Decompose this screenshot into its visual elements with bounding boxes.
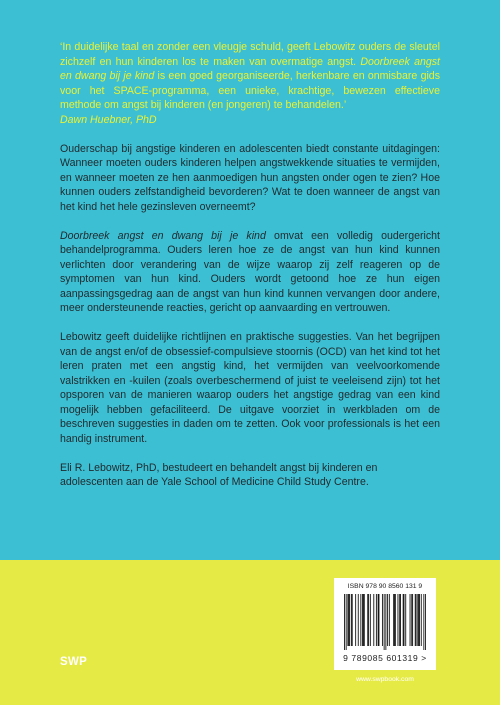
barcode-bar <box>373 594 374 646</box>
barcode-bar <box>411 594 412 646</box>
paragraph-program <box>60 229 440 316</box>
barcode-bar <box>400 594 401 646</box>
barcode-bar <box>412 594 413 646</box>
barcode-bar <box>349 594 350 646</box>
barcode-bar <box>363 594 364 646</box>
barcode-bar <box>410 594 411 646</box>
publisher-website: www.swpbook.com <box>356 676 414 683</box>
barcode-bar <box>348 594 349 646</box>
quote-attribution: Dawn Huebner, PhD <box>60 113 157 126</box>
back-cover-text <box>60 40 440 504</box>
program-book-title: Doorbreek angst en dwang bij je kind <box>60 229 266 242</box>
endorsement-quote <box>60 40 440 127</box>
quote-book-title: Doorbreek angst en dwang bij je kind <box>60 55 440 82</box>
isbn-label: ISBN 978 90 8560 131 9 <box>347 583 423 590</box>
barcode <box>344 594 426 650</box>
barcode-bar <box>405 594 406 646</box>
barcode-bar <box>344 594 345 650</box>
quote-part-b: is een goed georganiseerde, herkenbare en onmisbare gids voor het SPACE-programma, een unieke, krachtige, bewezen effectieve methode om angst bij kinderen (en jongeren) te behandelen.’ <box>60 70 440 111</box>
barcode-bar <box>368 594 369 646</box>
barcode-bar <box>393 594 394 646</box>
barcode-bar <box>358 594 359 646</box>
barcode-bar <box>418 594 419 646</box>
barcode-bar <box>399 594 400 646</box>
barcode-bar <box>382 594 383 646</box>
barcode-bar <box>417 594 418 646</box>
barcode-bar <box>362 594 363 646</box>
barcode-bar <box>378 594 379 646</box>
barcode-bar <box>395 594 396 646</box>
barcode-bar <box>360 594 361 646</box>
barcode-bar <box>364 594 365 646</box>
barcode-bar <box>403 594 404 646</box>
barcode-bar <box>423 594 424 650</box>
paragraph-guidelines: Lebowitz geeft duidelijke richtlijnen en praktische suggesties. Van het begrijpen van de angst en/of de obsessief-compulsieve stoornis (OCD) van het kind tot het leren praten met een angstig kind, het vermijden van veelvoorkomende valstrikken en -kuilen (zoals overbeschermend of juist te veeleisend zijn) tot het opsporen van de manieren waarop ouders het angstige gedrag van een kind mogelijk hebben gefaciliteerd. De uitgave voorziet in werkbladen om de beschreven suggesties in daden om te zetten. Ook voor professionals is het een handig instrument. <box>60 331 440 445</box>
barcode-bar <box>370 594 371 646</box>
paragraph-intro: Ouderschap bij angstige kinderen en adolescenten biedt constante uitdagingen: Wanneer moeten ouders kinderen helpen angstwekkende situaties te vermijden, en wanneer moeten ze hen aanmoedigen hun angsten onder ogen te zien? Hoe kunnen ouders zelfstandigheid bevorderen? Wat te doen wanneer de angst van het kind het hele gezinsleven overneemt? <box>60 142 440 213</box>
barcode-bar <box>346 594 347 650</box>
barcode-bar <box>347 594 348 646</box>
barcode-bar <box>415 594 416 646</box>
barcode-bar <box>404 594 405 646</box>
barcode-bar <box>379 594 380 646</box>
barcode-bar <box>425 594 426 650</box>
isbn-barcode-box <box>334 578 436 670</box>
barcode-bar <box>355 594 356 646</box>
barcode-number: 9 789085 601319 > <box>343 653 427 663</box>
author-bio: Eli R. Lebowitz, PhD, bestudeert en behandelt angst bij kinderen en adolescenten aan de Yale School of Medicine Child Study Centre. <box>60 461 378 488</box>
barcode-bar <box>389 594 390 646</box>
barcode-bar <box>385 594 386 650</box>
barcode-bar <box>419 594 420 646</box>
barcode-bar <box>376 594 377 646</box>
barcode-bar <box>394 594 395 646</box>
barcode-bar <box>398 594 399 646</box>
barcode-bar <box>416 594 417 646</box>
program-text: omvat een volledig oudergericht behandelprogramma. Ouders leren hoe ze de angst van hun kind kunnen verlichten door verandering van de wijze waarop zij zelf reageren op de symptomen van hun kind. Ouders wordt getoond hoe ze hun eigen aanpassingsgedrag aan de angst van hun kind kunnen vervangen door andere, meer ondersteunende reacties, gericht op aanvaarding en vertrouwen. <box>60 229 440 314</box>
quote-part-a: ‘In duidelijke taal en zonder een vleugje schuld, geeft Lebowitz ouders de sleutel zichzelf en hun kinderen los te maken van overmatige angst. <box>60 41 440 68</box>
barcode-bar <box>384 594 385 650</box>
barcode-bar <box>367 594 368 646</box>
publisher-logo: SWP <box>60 656 88 668</box>
barcode-bar <box>387 594 388 646</box>
barcode-bar <box>352 594 353 646</box>
barcode-bar <box>421 594 422 646</box>
barcode-bar <box>351 594 352 646</box>
